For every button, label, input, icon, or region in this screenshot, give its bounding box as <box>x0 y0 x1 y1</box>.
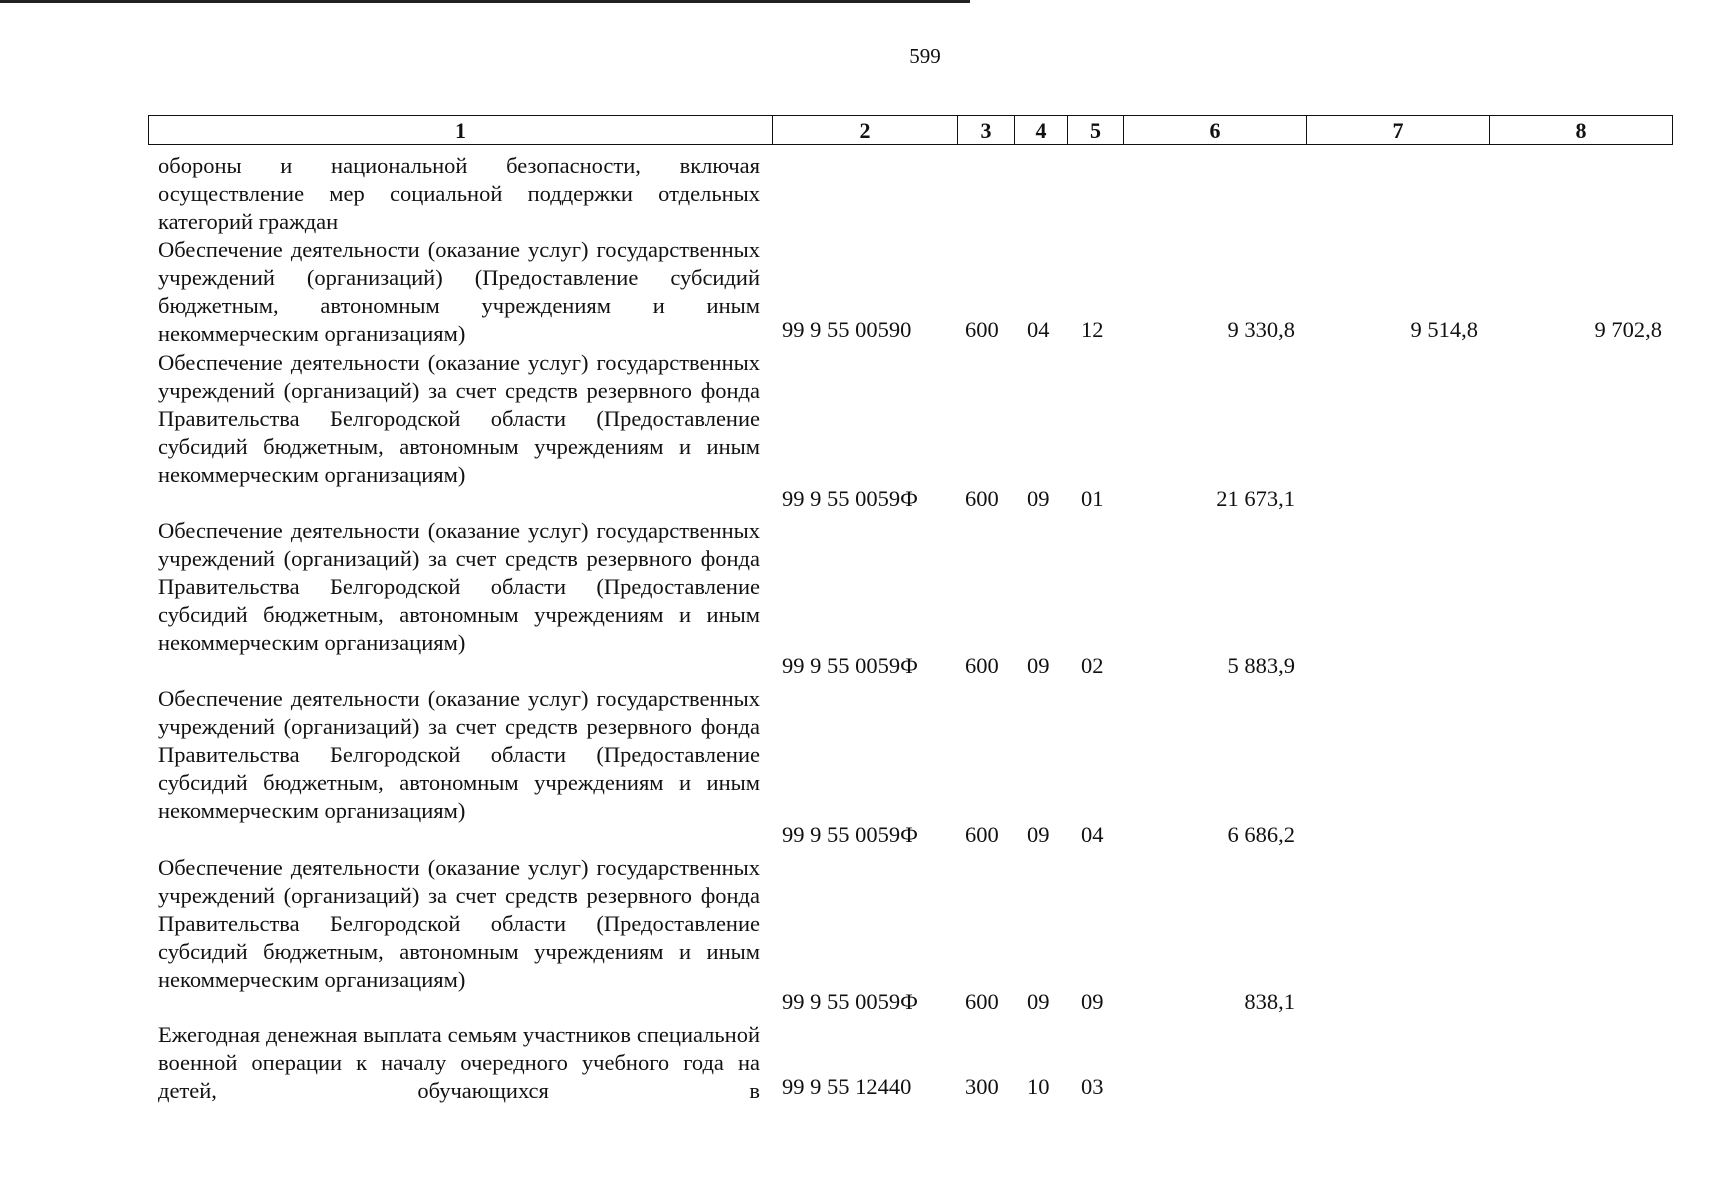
header-col-1: 1 <box>149 116 773 145</box>
row-expense-type: 300 <box>965 1074 999 1099</box>
row-section: 09 <box>1027 653 1050 678</box>
row-subsection: 04 <box>1081 822 1104 847</box>
row-description: Ежегодная денежная выплата семьям участников специальной военной операции к началу очередного учебного года на детей, обучающихся в <box>158 1022 760 1103</box>
header-col-3: 3 <box>958 116 1015 145</box>
header-col-2: 2 <box>773 116 958 145</box>
row-amount-col6: 9 330,8 <box>1227 317 1295 342</box>
row-section: 09 <box>1027 822 1050 847</box>
header-col-8: 8 <box>1490 116 1673 145</box>
header-col-5: 5 <box>1068 116 1124 145</box>
row-subsection: 01 <box>1081 486 1104 511</box>
row-section: 09 <box>1027 486 1050 511</box>
row-expense-type: 600 <box>965 822 999 847</box>
row-description: Обеспечение деятельности (оказание услуг) государственных учреждений (организаций) (Предоставление субсидий бюджетным, автономным учреждениям и иным некоммерческим организациям) <box>158 237 760 346</box>
row-amount-col6: 5 883,9 <box>1227 653 1295 678</box>
row-subsection: 12 <box>1081 317 1104 342</box>
row-code: 99 9 55 12440 <box>782 1074 912 1099</box>
row-amount-col6: 838,1 <box>1244 989 1295 1014</box>
row-amount-col7: 9 514,8 <box>1410 317 1478 342</box>
row-section: 09 <box>1027 989 1050 1014</box>
row-subsection: 09 <box>1081 989 1104 1014</box>
row-section: 10 <box>1027 1074 1050 1099</box>
row-description: Обеспечение деятельности (оказание услуг) государственных учреждений (организаций) за счет средств резервного фонда Правительства Белгородской области (Предоставление субсидий бюджетным, автономным учреждениям и иным некоммерческим организациям) <box>158 686 760 823</box>
row-amount-col6: 6 686,2 <box>1227 822 1295 847</box>
row-subsection: 03 <box>1081 1074 1104 1099</box>
page-number: 599 <box>909 44 941 68</box>
row-amount-col6: 21 673,1 <box>1216 486 1295 511</box>
row-description: Обеспечение деятельности (оказание услуг) государственных учреждений (организаций) за счет средств резервного фонда Правительства Белгородской области (Предоставление субсидий бюджетным, автономным учреждениям и иным некоммерческим организациям) <box>158 855 760 992</box>
row-description: Обеспечение деятельности (оказание услуг) государственных учреждений (организаций) за счет средств резервного фонда Правительства Белгородской области (Предоставление субсидий бюджетным, автономным учреждениям и иным некоммерческим организациям) <box>158 518 760 655</box>
row-expense-type: 600 <box>965 486 999 511</box>
row-code: 99 9 55 0059Ф <box>782 989 918 1014</box>
row-section: 04 <box>1027 317 1050 342</box>
row-subsection: 02 <box>1081 653 1104 678</box>
row-code: 99 9 55 0059Ф <box>782 486 918 511</box>
row-code: 99 9 55 0059Ф <box>782 653 918 678</box>
row-expense-type: 600 <box>965 653 999 678</box>
header-col-7: 7 <box>1307 116 1490 145</box>
row-amount-col8: 9 702,8 <box>1594 317 1662 342</box>
row-code: 99 9 55 0059Ф <box>782 822 918 847</box>
header-col-4: 4 <box>1015 116 1068 145</box>
row-expense-type: 600 <box>965 989 999 1014</box>
row-expense-type: 600 <box>965 317 999 342</box>
row-description: обороны и национальной безопасности, включая осуществление мер социальной поддержки отдельных категорий граждан <box>158 153 760 234</box>
header-col-6: 6 <box>1124 116 1307 145</box>
row-description: Обеспечение деятельности (оказание услуг) государственных учреждений (организаций) за счет средств резервного фонда Правительства Белгородской области (Предоставление субсидий бюджетным, автономным учреждениям и иным некоммерческим организациям) <box>158 350 760 487</box>
row-code: 99 9 55 00590 <box>782 317 912 342</box>
